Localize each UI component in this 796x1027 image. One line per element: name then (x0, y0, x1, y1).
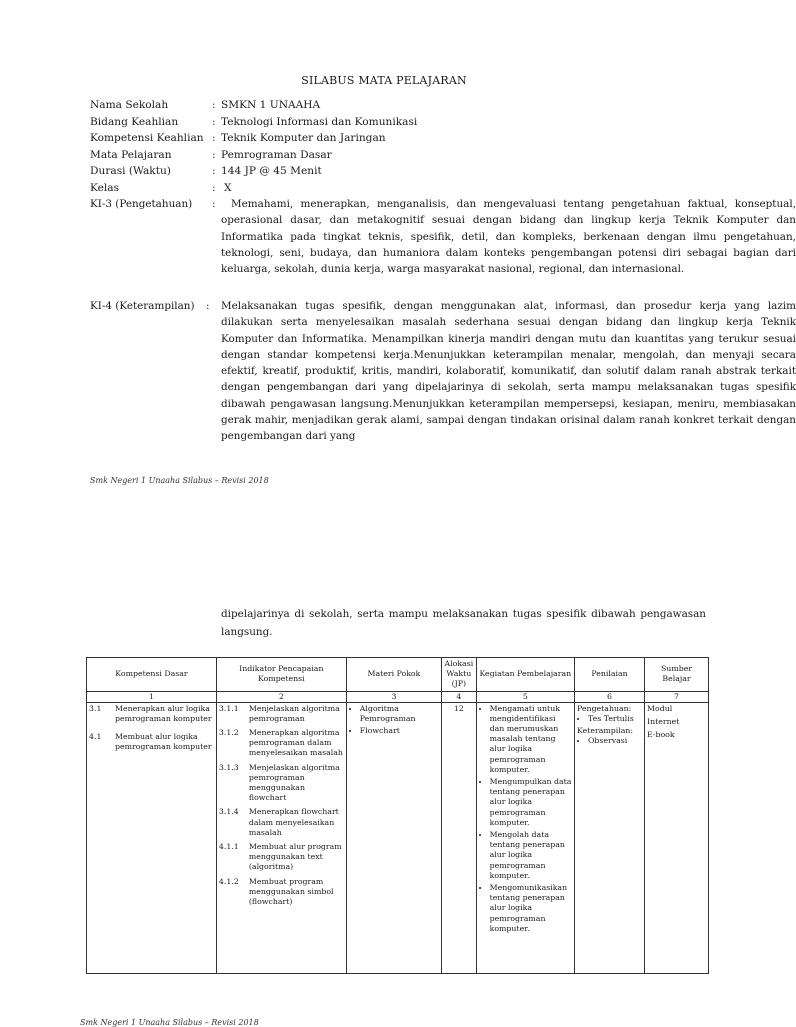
identity-label: Kelas (90, 181, 120, 194)
identity-row-field (90, 114, 710, 131)
identity-label: Durasi (Waktu) (90, 165, 171, 177)
materi-list (349, 704, 439, 737)
syllabus-table (86, 657, 709, 974)
ipk-number: 3.1.3 (218, 762, 239, 772)
ipk-number: 4.1.1 (218, 842, 239, 852)
kd-number: 4.1 (89, 732, 102, 742)
kegiatan-cell (476, 702, 574, 973)
ipk-item (219, 763, 344, 804)
alokasi-cell: 12 (442, 702, 476, 973)
identity-label: Mata Pelajaran (90, 148, 172, 161)
col-number: 3 (346, 691, 441, 702)
col-number: 2 (216, 691, 346, 702)
page-footer-bottom: Smk Negeri 1 Unaaha Silabus – Revisi 2018 (80, 1018, 259, 1027)
ipk-item (219, 728, 344, 759)
page-title: SILABUS MATA PELAJARAN (301, 74, 467, 87)
ki3-label: KI-3 (Pengetahuan) (90, 198, 193, 210)
identity-label: Kompetensi Keahlian (90, 132, 204, 144)
identity-value: SMKN 1 UNAAHA (221, 99, 321, 111)
col-number: 7 (645, 691, 709, 702)
header-ipk: Indikator Pencapaian Kompetensi (216, 658, 346, 692)
header-kegiatan: Kegiatan Pembelajaran (476, 658, 574, 692)
sumber-cell (645, 702, 709, 973)
ki4-continuation: dipelajarinya di sekolah, serta mampu melaksanakan tugas spesifik dibawah pengawasan langsung. (221, 608, 706, 638)
identity-label: Bidang Keahlian (90, 115, 179, 128)
list-item: • Mengolah data tentang penerapan alur logika pemrograman komputer. (490, 830, 572, 881)
kd-cell (87, 702, 217, 973)
identity-row-school (90, 97, 710, 114)
ipk-item (219, 842, 344, 873)
ipk-text: Membuat program menggunakan simbol (flowchart) (248, 876, 334, 907)
ipk-number: 3.1.4 (218, 807, 239, 817)
ipk-text: Menjelaskan algoritma pemrograman menggunakan flowchart (248, 762, 340, 803)
ki3-sep: : (212, 198, 216, 210)
list-item: • Flowchart (360, 726, 439, 736)
identity-row-class (90, 180, 710, 197)
identity-value: X (224, 181, 232, 194)
ipk-cell (216, 702, 346, 973)
col-number: 6 (575, 691, 645, 702)
penilaian-knowledge-label: Pengetahuan: (577, 703, 632, 713)
penilaian-knowledge-list (577, 714, 642, 724)
col-number: 1 (87, 691, 217, 702)
ki3-block (90, 196, 796, 296)
sumber-item: Internet (647, 716, 680, 726)
ipk-text: Menjelaskan algoritma pemrograman (248, 703, 340, 723)
ipk-number: 3.1.1 (218, 703, 239, 713)
kegiatan-list (479, 704, 572, 934)
identity-sep: : (212, 165, 216, 177)
kd-item (89, 732, 214, 752)
col-number: 4 (442, 691, 476, 702)
ipk-item (219, 877, 344, 908)
identity-sep: : (212, 148, 216, 161)
kd-number: 3.1 (89, 703, 102, 713)
ipk-number: 4.1.2 (218, 876, 239, 886)
table-header-row (87, 658, 709, 692)
list-item: • Tes Tertulis (588, 714, 642, 724)
kd-text: Menerapkan alur logika pemrograman komputer (115, 703, 212, 723)
ki4-sep: : (206, 300, 210, 312)
sumber-item: Modul (647, 703, 673, 713)
list-item: • Mengomunikasikan tentang penerapan alur logika pemrograman komputer. (490, 883, 572, 934)
ipk-text: Membuat alur program menggunakan text (algoritma) (248, 842, 342, 872)
kd-text: Membuat alur logika pemrograman komputer (115, 732, 212, 752)
list-item: • Mengamati untuk mengidentifikasi dan merumuskan masalah tentang alur logika pemrograman komputer. (490, 704, 572, 775)
header-materi: Materi Pokok (346, 658, 441, 692)
identity-sep: : (212, 181, 216, 194)
ipk-item (219, 807, 344, 838)
identity-sep: : (212, 115, 216, 128)
header-penilaian: Penilaian (575, 658, 645, 692)
materi-cell (346, 702, 441, 973)
penilaian-skill-list (577, 736, 642, 746)
identity-block (90, 97, 710, 196)
list-item: • Algoritma Pemrograman (360, 704, 439, 724)
identity-value: Pemrograman Dasar (221, 148, 332, 161)
ipk-text: Menerapkan algoritma pemrograman dalam menyelesaikan masalah (248, 728, 343, 758)
kd-item (89, 704, 214, 724)
ki4-text: Melaksanakan tugas spesifik, dengan menggunakan alat, informasi, dan prosedur kerja yang lazim dilakukan serta menyelesaikan masalah sederhana sesuai dengan bidang dan lingkup kerja Teknik Komputer dan Informatika. Menampilkan kinerja mandiri dengan mutu dan kuantitas yang terukur sesuai dengan standar kompetensi kerja.Menunjukkan keterampilan menalar, mengolah, dan menyaji secara efektif, kreatif, produktif, kritis, mandiri, kolaboratif, komunikatif, dan solutif dalam ranah abstrak terkait dengan pengembangan dari yang dipelajarinya di sekolah, serta mampu melaksanakan tugas spesifik dibawah pengawasan langsung.Menunjukkan keterampilan mempersepsi, kesiapan, meniru, membiasakan gerak mahir, menjadikan gerak alami, sampai dengan tindakan orisinal dalam ranah konkret terkait dengan pengembangan dari yang (221, 300, 796, 443)
identity-row-competency (90, 130, 710, 147)
list-item: • Observasi (588, 736, 642, 746)
ki4-label: KI-4 (Keterampilan) (90, 300, 195, 312)
identity-row-subject (90, 147, 710, 164)
header-kd: Kompetensi Dasar (87, 658, 217, 692)
penilaian-skill-label: Keterampilan: (577, 726, 634, 736)
identity-value: 144 JP @ 45 Menit (221, 165, 322, 177)
ipk-item (219, 704, 344, 724)
penilaian-cell (575, 702, 645, 973)
list-item: • Mengumpulkan data tentang penerapan alur logika pemrograman komputer. (490, 777, 572, 828)
identity-value: Teknik Komputer dan Jaringan (221, 132, 386, 144)
ki3-text: Memahami, menerapkan, menganalisis, dan mengevaluasi tentang pengetahuan faktual, konseptual, operasional dasar, dan metakognitif sesuai dengan bidang dan lingkup kerja Teknik Komputer dan Informatika pada tingkat teknis, spesifik, detil, dan kompleks, berkenaan dengan ilmu pengetahuan, teknologi, seni, budaya, dan humaniora dalam konteks pengembangan potensi diri sebagai bagian dari keluarga, sekolah, dunia kerja, warga masyarakat nasional, regional, dan internasional. (221, 198, 796, 276)
identity-value: Teknologi Informasi dan Komunikasi (221, 115, 418, 128)
page-footer: Smk Negeri 1 Unaaha Silabus – Revisi 2018 (90, 476, 269, 485)
header-alokasi: Alokasi Waktu (JP) (442, 658, 476, 692)
table-number-row (87, 691, 709, 702)
ipk-text: Menerapkan flowchart dalam menyelesaikan masalah (248, 807, 339, 837)
header-sumber: Sumber Belajar (645, 658, 709, 692)
table-row (87, 702, 709, 973)
ipk-number: 3.1.2 (218, 728, 239, 738)
sumber-item: E-book (647, 730, 675, 740)
ki4-block (90, 298, 796, 464)
identity-label: Nama Sekolah (90, 99, 169, 111)
identity-sep: : (212, 132, 216, 144)
col-number: 5 (476, 691, 574, 702)
identity-row-duration (90, 163, 710, 180)
identity-sep: : (212, 99, 216, 111)
